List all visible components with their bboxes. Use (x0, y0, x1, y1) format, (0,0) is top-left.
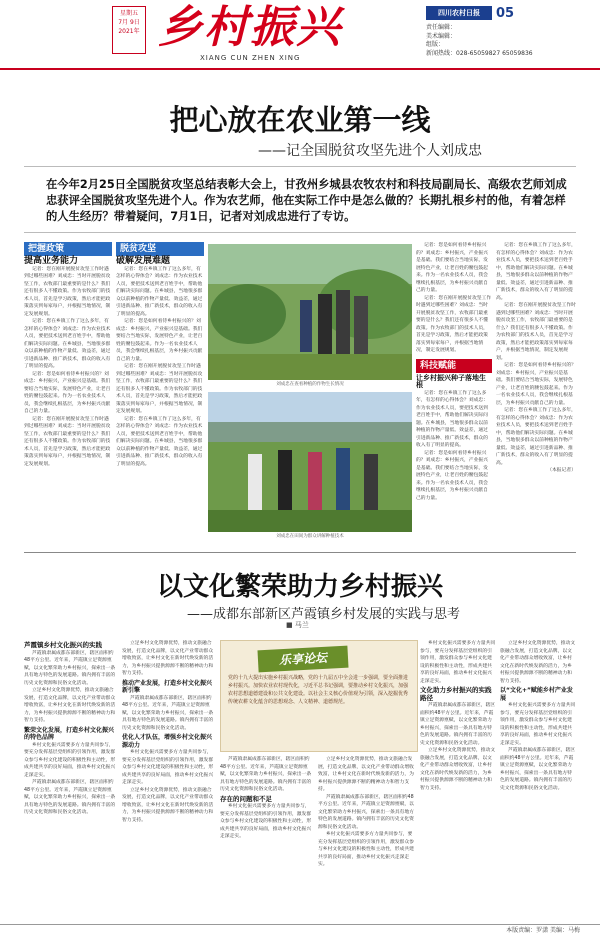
body-text: 芦霞镇隶属成都东部新区，辖区面积约48平方公里。近年来，芦霞镇立足资源禀赋，以文化繁荣助力乡村振兴，探索出一条具有地方特色的发展道路。镇内拥有丰富的历史文化资源和民俗文化活动。 (318, 794, 414, 830)
body-text: 记者：您在乡镇工作了这么多年，有怎样的心得体会？刘成忠：作为农业技术人员，要把技术送到老百姓手中，帮助他们解决实际问题。在乡城县，当地很多群众以前种植的作物产量低、效益差，通过引进新品种、推广新技术，群众的收入有了明显的提高。 (416, 390, 488, 448)
page-number: 05 (496, 6, 515, 21)
section-title: 繁荣文化发展，打造乡村文化振兴的特色品牌 (24, 726, 115, 741)
body-text: 记者：您在刚开展脱贫攻坚工作时遇到过哪些困难？刘成忠：当时开展脱贫攻坚工作，农牧部门最重要的是什么？我们还有很多人不懂政策。作为农牧部门的技术人员，首先是学习政策，然后才能把政策落实到每家每户，并根据当地情况，制定发展规划。 (416, 295, 492, 353)
article2-column (220, 756, 314, 920)
body-text: 乡村文化振兴需要多方力量共同参与，要充分发挥基层党组织的引领作用，激发群众参与乡村文化建设的积极性和主动性，形成共建共享的良好局面，推动乡村文化振兴走深走实。 (220, 804, 312, 839)
body-text: 记者：您在刚开展脱贫攻坚工作时遇到过哪些困难？刘成忠：当时开展脱贫攻坚工作，农牧部门最重要的是什么？我们还有很多人不懂政策。作为农牧部门的技术人员，首先是学习政策，然后才能把政策落实到每家每户，并根据当地情况，制定发展规划。 (496, 303, 576, 361)
article2-column (122, 640, 216, 920)
article1-column (496, 242, 576, 542)
divider (24, 232, 576, 233)
quote-text: 党的十九大提出实施乡村振兴战略，党的十九届五中全会进一步强调，要全面推进乡村振兴。加快农业农村现代化，习近平总书记强调，要推动乡村文化振兴，加强农村思想道德建设和公共文化建设。以社会主义核心价值观为引领，深入挖掘优秀传统农耕文化蕴含的思想观念、人文精神、道德规范。 (228, 675, 409, 705)
article1-headline: 把心放在农业第一线 (169, 103, 431, 137)
page-footer: 本版责编：罗潇 美编：马梅 (0, 924, 600, 937)
body-text: 乡村文化振兴需要多方力量共同参与，要充分发挥基层党组织的引领作用，激发群众参与乡村文化建设的积极性和主动性，形成共建共享的良好局面，推动乡村文化振兴走深走实。 (24, 742, 116, 778)
photo-caption: 刘成忠在田间为群众讲解种植技术 (276, 534, 344, 539)
page-title: 乡村振兴 (158, 2, 342, 53)
body-text: 记者：您在刚开展脱贫攻坚工作时遇到过哪些困难？刘成忠：当时开展脱贫攻坚工作，农牧部门最重要的是什么？我们还有很多人不懂政策。作为农牧部门的技术人员，首先是学习政策，然后才能把政策落实到每家每户，并根据当地情况，制定发展规划。 (24, 266, 111, 317)
divider (24, 552, 576, 553)
editor-info (426, 24, 533, 58)
author-name: 马兰 (294, 621, 309, 629)
section-title: 存在的问题和不足 (220, 794, 272, 803)
section-title: 优化人才队伍，增强乡村文化振兴源动力 (122, 734, 213, 749)
editor-line: 美术编辑： (426, 32, 457, 40)
year: 2021年 (118, 28, 140, 35)
section-title: 破解发展难题 (116, 256, 171, 266)
section-title: 提高业务能力 (24, 256, 79, 266)
editor-line: 组版： (426, 41, 445, 49)
editor-line: 责任编辑： (426, 24, 457, 31)
article2-column (24, 640, 118, 920)
section-tag: 脱贫攻坚 (116, 242, 204, 256)
article2-headline: 以文化繁荣助力乡村振兴 (156, 572, 443, 602)
body-text: 立足乡村文化资源优势，推动文旅融合发展，打造文化品牌，以文化产业带动群众增收致富，让乡村文化在新时代焕发新的活力，为乡村振兴提供源源不断的精神动力和智力支持。 (122, 787, 214, 823)
date-box (112, 6, 146, 54)
body-text: 记者：您在乡镇工作了这么多年，有怎样的心得体会？刘成忠：作为农业技术人员，要把技术送到老百姓手中，帮助他们解决实际问题。在乡城县，当地很多群众以前种植的作物产量低、效益差，通过引进新品种、推广新技术，群众的收入有了明显的提高。 (116, 416, 203, 467)
body-text: 芦霞镇隶属成都东部新区，辖区面积约48平方公里。近年来，芦霞镇立足资源禀赋，以文化繁荣助力乡村振兴，探索出一条具有地方特色的发展道路。镇内拥有丰富的历史文化资源和民俗文化活动。 (24, 780, 116, 815)
article1-subhead: ——记全国脱贫攻坚先进个人刘成忠 (258, 143, 482, 159)
article1-photo-1 (208, 244, 412, 380)
field-photo-image (208, 392, 412, 532)
body-text: 记者：您是如何看待乡村振兴的？刘成忠：乡村振兴，产业振兴是基础。我们要结合当地实际，发展特色产业，让老百姓的腰包鼓起来。作为一名农业技术人员，我会继续扎根基层，为乡村振兴贡献自己的力量。 (496, 363, 576, 406)
body-text: 乡村文化振兴需要多方力量共同参与，要充分发挥基层党组织的引领作用，激发群众参与乡村文化建设的积极性和主动性，形成共建共享的良好局面，推动乡村文化振兴走深走实。 (122, 750, 214, 785)
article2-column (500, 640, 576, 920)
body-text: 记者：您是如何看待乡村振兴的？刘成忠：乡村振兴，产业振兴是基础。我们要结合当地实际，发展特色产业，让老百姓的腰包鼓起来。作为一名农业技术人员，我会继续扎根基层，为乡村振兴贡献自己的力量。 (416, 450, 488, 501)
body-text: 记者：您在乡镇工作了这么多年，有怎样的心得体会？刘成忠：作为农业技术人员，要把技术送到老百姓手中，帮助他们解决实际问题。在乡城县，当地很多群众以前种植的作物产量低、效益差，通过引进新品种、推广新技术，群众的收入有了明显的提高。 (496, 243, 576, 301)
body-text: 立足乡村文化资源优势，推动文旅融合发展，打造文化品牌，以文化产业带动群众增收致富，让乡村文化在新时代焕发新的活力，为乡村振兴提供源源不断的精神动力和智力支持。 (122, 641, 214, 676)
body-text: 乡村文化振兴需要多方力量共同参与，要充分发挥基层党组织的引领作用，激发群众参与乡村文化建设的积极性和主动性，形成共建共享的良好局面，推动乡村文化振兴走深走实。 (318, 832, 414, 867)
body-text: 芦霞镇隶属成都东部新区，辖区面积约48平方公里。近年来，芦霞镇立足资源禀赋，以文化繁荣助力乡村振兴，探索出一条具有地方特色的发展道路。镇内拥有丰富的历史文化资源和民俗文化活动。 (122, 695, 214, 731)
byline (286, 620, 309, 630)
body-text: 芦霞镇隶属成都东部新区，辖区面积约48平方公里。近年来，芦霞镇立足资源禀赋，以文化繁荣助力乡村振兴，探索出一条具有地方特色的发展道路。镇内拥有丰富的历史文化资源和民俗文化活动。 (500, 748, 576, 791)
editor-line: 新闻热线：028-65059827 65059836 (426, 49, 533, 57)
orchard-photo-image (208, 244, 412, 380)
article1-photo-2 (208, 392, 412, 532)
body-text: 记者：您是如何看待乡村振兴的？刘成忠：乡村振兴，产业振兴是基础。我们要结合当地实际，发展特色产业，让老百姓的腰包鼓起来。作为一名农业技术人员，我会继续扎根基层，为乡村振兴贡献自己的力量。 (116, 319, 203, 362)
body-text: 记者：您在刚开展脱贫攻坚工作时遇到过哪些困难？刘成忠：当时开展脱贫攻坚工作，农牧部门最重要的是什么？我们还有很多人不懂政策。作为农牧部门的技术人员，首先是学习政策，然后才能把政策落实到每家每户，并根据当地情况，制定发展规划。 (116, 364, 203, 414)
body-text: 立足乡村文化资源优势，推动文旅融合发展，打造文化品牌，以文化产业带动群众增收致富，让乡村文化在新时代焕发新的活力，为乡村振兴提供源源不断的精神动力和智力支持。 (420, 748, 496, 791)
section-title: 芦霞镇乡村文化振兴的实践 (24, 641, 102, 649)
weekday: 星期五 (119, 10, 138, 17)
pen-icon: ■ (286, 621, 293, 629)
newspaper-logo: 四川农村日报 (426, 6, 492, 20)
body-text: 立足乡村文化资源优势，推动文旅融合发展，打造文化品牌，以文化产业带动群众增收致富，让乡村文化在新时代焕发新的活力，为乡村振兴提供源源不断的精神动力和智力支持。 (318, 757, 414, 792)
body-text: 乡村文化振兴需要多方力量共同参与，要充分发挥基层党组织的引领作用，激发群众参与乡村文化建设的积极性和主动性，形成共建共享的良好局面，推动乡村文化振兴走深走实。 (420, 641, 496, 684)
article1-column (116, 242, 204, 542)
body-text: 芦霞镇隶属成都东部新区，辖区面积约48平方公里。近年来，芦霞镇立足资源禀赋，以文化繁荣助力乡村振兴，探索出一条具有地方特色的发展道路。镇内拥有丰富的历史文化资源和民俗文化活动。 (220, 757, 312, 792)
masthead-rule (0, 68, 600, 70)
body-text: 乡村文化振兴需要多方力量共同参与，要充分发挥基层党组织的引领作用，激发群众参与乡村文化建设的积极性和主动性，形成共建共享的良好局面，推动乡村文化振兴走深走实。 (500, 703, 576, 746)
section-title: 让乡村振兴种子落地生根 (416, 373, 486, 389)
section-title: 推动产业发展，打造乡村文化振兴新引擎 (122, 679, 213, 694)
body-text: 记者：您在乡镇工作了这么多年，有怎样的心得体会？刘成忠：作为农业技术人员，要把技术送到老百姓手中，帮助他们解决实际问题。在乡城县，当地很多群众以前种植的作物产量低、效益差，通过引进新品种、推广新技术，群众的收入有了明显的提高。 (24, 319, 111, 369)
article2-column (420, 640, 496, 920)
section-tag: 把握政策 (24, 242, 112, 256)
article2-subhead: ——成都东部新区芦霞镇乡村发展的实践与思考 (186, 607, 460, 622)
title-pinyin: XIANG CUN ZHEN XING (200, 54, 301, 62)
month-day: 7月 9日 (118, 19, 140, 26)
section-tag: 科技赋能 (416, 359, 492, 373)
body-text: 记者：您在乡镇工作了这么多年，有怎样的心得体会？刘成忠：作为农业技术人员，要把技术送到老百姓手中，帮助他们解决实际问题。在乡城县，当地很多群众以前种植的作物产量低、效益差，通过引进新品种、推广新技术，群众的收入有了明显的提高。 (496, 408, 576, 466)
body-text: 记者：您是如何看待乡村振兴的？刘成忠：乡村振兴，产业振兴是基础。我们要结合当地实际，发展特色产业，让老百姓的腰包鼓起来。作为一名农业技术人员，我会继续扎根基层，为乡村振兴贡献自己的力量。 (416, 243, 488, 293)
body-text: 立足乡村文化资源优势，推动文旅融合发展，打造文化品牌，以文化产业带动群众增收致富，让乡村文化在新时代焕发新的活力，为乡村振兴提供源源不断的精神动力和智力支持。 (24, 688, 116, 723)
section-title: 文化助力乡村振兴的实践路径 (420, 686, 492, 702)
body-text: 记者：您是如何看待乡村振兴的？刘成忠：乡村振兴，产业振兴是基础。我们要结合当地实际，发展特色产业，让老百姓的腰包鼓起来。作为一名农业技术人员，我会继续扎根基层，为乡村振兴贡献自己的力量。 (24, 371, 111, 414)
article1-column (416, 242, 492, 542)
body-text: 记者：您在乡镇工作了这么多年，有怎样的心得体会？刘成忠：作为农业技术人员，要把技术送到老百姓手中，帮助他们解决实际问题。在乡城县，当地很多群众以前种植的作物产量低、效益差，通过引进新品种、推广新技术，群众的收入有了明显的提高。 (116, 266, 203, 317)
body-text: 记者：您在刚开展脱贫攻坚工作时遇到过哪些困难？刘成忠：当时开展脱贫攻坚工作，农牧部门最重要的是什么？我们还有很多人不懂政策。作为农牧部门的技术人员，首先是学习政策，然后才能把政策落实到每家每户，并根据当地情况，制定发展规划。 (24, 416, 111, 467)
body-text: 芦霞镇隶属成都东部新区，辖区面积约48平方公里。近年来，芦霞镇立足资源禀赋，以文化繁荣助力乡村振兴，探索出一条具有地方特色的发展道路。镇内拥有丰富的历史文化资源和民俗文化活动。 (420, 703, 496, 746)
body-text: 芦霞镇隶属成都东部新区，辖区面积约48平方公里。近年来，芦霞镇立足资源禀赋，以文化繁荣助力乡村振兴，探索出一条具有地方特色的发展道路。镇内拥有丰富的历史文化资源和民俗文化活动。 (24, 650, 116, 686)
section-title: 以“文化+”赋能乡村产业发展 (500, 687, 573, 702)
article2-column (318, 756, 416, 920)
photo-caption: 刘成忠在查看种植的作物生长情况 (276, 382, 344, 387)
column-tag: 乐享论坛 (257, 646, 348, 673)
body-text: 立足乡村文化资源优势，推动文旅融合发展，打造文化品牌，以文化产业带动群众增收致富，让乡村文化在新时代焕发新的活力，为乡村振兴提供源源不断的精神动力和智力支持。 (500, 641, 576, 684)
article1-column (24, 242, 112, 542)
divider (24, 166, 576, 167)
reporter: （本报记者） (547, 468, 576, 473)
article1-lead: 在今年2月25日全国脱贫攻坚总结表彰大会上，甘孜州乡城县农牧农村和科技局副局长、高级农艺师刘成忠获评全国脱贫攻坚先进个人。作为农艺师，他在实际工作中是怎么做的？长期扎根乡村的他，有着怎样的人生经历？带着疑问，7月1日，记者对刘成忠进行了专访。 (46, 178, 567, 223)
